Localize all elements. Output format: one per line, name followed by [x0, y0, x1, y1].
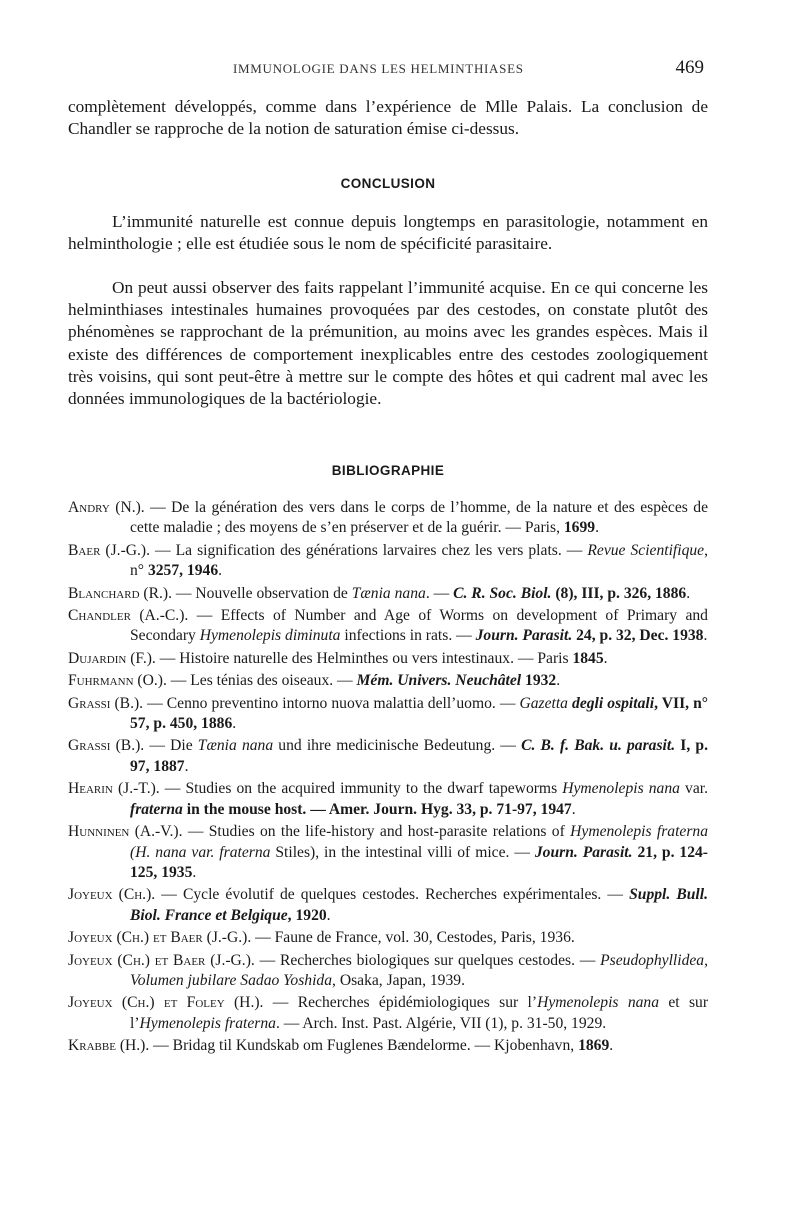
reference-text: — Die — [144, 737, 198, 755]
reference-item — [68, 993, 708, 1034]
reference-italic: Tænia nana — [197, 737, 274, 755]
reference-text: , Osaka, Japan, 1939. — [332, 971, 465, 989]
reference-text: var. — [679, 780, 708, 798]
reference-text: . — [556, 672, 561, 690]
reference-item — [68, 694, 708, 735]
reference-citation: 1932 — [521, 672, 557, 690]
reference-author: Fuhrmann (O.). — [68, 672, 167, 690]
reference-author: Grassi (B.). — [68, 694, 144, 712]
reference-journal: C. R. Soc. Biol. — [453, 584, 552, 602]
reference-text: . — [571, 800, 576, 818]
reference-text: . — [192, 863, 197, 881]
reference-citation: (8), III, p. 326, 1886 — [551, 584, 687, 602]
reference-journal: degli ospitali — [572, 694, 655, 712]
reference-text: und ihre medicinische Bedeutung. — — [273, 737, 522, 755]
reference-item — [68, 584, 708, 604]
reference-author: Andry (N.). — [68, 499, 145, 516]
reference-author: Joyeux (Ch.). — [68, 886, 156, 904]
reference-text: — Recherches épidémiologiques sur l’ — [263, 994, 538, 1012]
reference-text: — Effects of Number and Age of Worms on development of Primary and Secondary — [130, 607, 708, 645]
reference-text: — De la génération des vers dans le corps de l’homme, de la nature et des espèces de cette maladie ; des moyens de s’en préserver et de la guérir. — Paris, — [130, 499, 708, 537]
reference-italic: Tænia nana — [351, 584, 426, 602]
reference-text: . — [603, 649, 608, 667]
running-title: IMMUNOLOGIE DANS LES HELMINTHIASES — [233, 61, 524, 76]
page-number: 469 — [675, 57, 704, 78]
reference-italic: Hymenolepis fraterna (H. nana var. fraterna — [130, 823, 708, 861]
reference-author: Chandler (A.-C.). — [68, 607, 189, 625]
reference-text: — Histoire naturelle des Helminthes ou vers intestinaux. — Paris — [155, 649, 573, 667]
reference-item — [68, 951, 708, 992]
reference-journal: Journ. Parasit. — [534, 843, 633, 861]
reference-italic: Hymenolepis nana — [562, 780, 680, 798]
reference-text: . — [703, 627, 708, 645]
reference-citation: 1845 — [572, 649, 604, 667]
reference-text: — Cenno preventino intorno nuova malattia dell’uomo. — — [143, 694, 520, 712]
reference-text: — Faune de France, vol. 30, Cestodes, Paris, 1936. — [251, 929, 575, 947]
reference-item — [68, 736, 708, 777]
reference-italic: Pseudophyllidea, Volumen jubilare Sadao Yoshida — [130, 951, 708, 989]
reference-citation: 21, p. 124-125, 1935 — [130, 843, 709, 881]
reference-citation: . — Arch. Inst. Past. Algérie, VII (1), p. 31-50, 1929 — [275, 1014, 603, 1032]
reference-text: — Cycle évolutif de quelques cestodes. Recherches expérimentales. — — [155, 886, 630, 904]
reference-item — [68, 928, 708, 948]
reference-author: Hearin (J.-T.). — [68, 780, 160, 798]
reference-text: et sur l’ — [130, 994, 709, 1032]
reference-italic: Hymenolepis diminuta — [199, 627, 341, 645]
reference-journal: fraterna — [130, 800, 183, 818]
reference-text: — Studies on the acquired immunity to the dwarf tapeworms — [159, 780, 563, 798]
reference-text: . — [609, 1037, 614, 1055]
reference-italic: Hymenolepis fraterna — [139, 1014, 276, 1032]
reference-item — [68, 649, 708, 669]
intro-paragraph: complètement développés, comme dans l’expérience de Mlle Palais. La conclusion de Chandler se rapproche de la notion de saturation émise ci-dessus. — [68, 97, 708, 139]
reference-text: — Les ténias des oiseaux. — — [166, 672, 357, 690]
reference-text: , n° — [130, 541, 708, 580]
reference-text: Stiles), in the intestinal villi of mice. — — [270, 843, 535, 861]
reference-item — [68, 822, 708, 883]
reference-journal: Journ. Parasit. — [475, 627, 573, 645]
reference-author: Krabbe (H.). — [68, 1037, 150, 1055]
reference-journal: Mém. Univers. Neuchâtel — [356, 672, 522, 690]
reference-author: Dujardin (F.). — [68, 649, 156, 667]
bibliography-heading: BIBLIOGRAPHIE — [331, 463, 445, 478]
conclusion-paragraph-2: On peut aussi observer des faits rappelant l’immunité acquise. En ce qui concerne les helminthiases intestinales humaines provoquées par des cestodes, on constate plutôt des phénomènes se rapprochant de la prémunition, au moins avec les grandes espèces. Mais il existe des différences de comportement inexplicables entre des cestodes zoologiquement très voisins, qui sont peut-être à mettre sur le compte des hôtes et qui cadrent mal avec les données immunologiques de la bactériologie. — [68, 278, 708, 409]
reference-item — [68, 1036, 708, 1056]
conclusion-heading: CONCLUSION — [340, 176, 436, 191]
reference-citation: 24, p. 32, Dec. 1938 — [572, 627, 704, 645]
reference-text: . — [184, 757, 189, 775]
reference-author: Joyeux (Ch.) et Baer (J.-G.). — [68, 929, 252, 947]
reference-text: — Nouvelle observation de — [172, 584, 352, 602]
reference-text: — Bridag til Kundskab om Fuglenes Bændelorme. — Kjobenhavn, — [149, 1037, 579, 1055]
reference-author: Joyeux (Ch.) et Baer (J.-G.). — [68, 951, 255, 969]
reference-citation: , 1920 — [287, 906, 327, 924]
reference-item — [68, 779, 708, 820]
reference-citation: 3257, 1946 — [147, 562, 219, 580]
reference-citation: in the mouse host. — Amer. Journ. Hyg. 33, p. 71-97, 1947 — [182, 800, 572, 818]
reference-italic: Revue Scientifique — [587, 541, 705, 559]
reference-text: . — [232, 715, 237, 733]
reference-text: . — — [425, 584, 454, 602]
reference-italic: Gazetta — [519, 694, 568, 712]
reference-text: . — [595, 519, 599, 537]
reference-text: . — [686, 584, 691, 602]
reference-item — [68, 885, 708, 926]
reference-italic: Hymenolepis nana — [537, 994, 660, 1012]
reference-citation: , VII, n° 57, p. 450, 1886 — [130, 694, 708, 733]
reference-text: . — [602, 1014, 607, 1032]
reference-author: Blanchard (R.). — [68, 584, 172, 602]
reference-journal: Suppl. Bull. Biol. France et Belgique — [130, 886, 708, 924]
reference-text: . — [326, 906, 331, 924]
reference-author: Baer (J.-G.). — [68, 541, 151, 559]
reference-text: — Studies on the life-history and host-parasite relations of — [182, 823, 571, 841]
reference-item — [68, 606, 708, 647]
reference-author: Grassi (B.). — [68, 737, 145, 755]
reference-item — [68, 498, 708, 539]
reference-text: infections in rats. — — [340, 627, 476, 645]
reference-author: Hunninen (A.-V.). — [68, 823, 183, 841]
reference-text: — La signification des générations larvaires chez les vers plats. — — [150, 541, 588, 559]
reference-text: — Recherches biologiques sur quelques cestodes. — — [254, 951, 601, 969]
reference-item — [68, 541, 708, 582]
reference-citation: 1699 — [563, 519, 596, 537]
conclusion-paragraph-1: L’immunité naturelle est connue depuis longtemps en parasitologie, notamment en helminthologie ; elle est étudiée sous le nom de spécificité parasitaire. — [68, 212, 708, 254]
reference-text: . — [218, 562, 223, 580]
reference-item — [68, 671, 708, 691]
running-header — [68, 56, 708, 80]
reference-citation: I, p. 97, 1887 — [130, 737, 708, 775]
reference-citation: 1869 — [578, 1037, 610, 1055]
reference-journal: C. B. f. Bak. u. parasit. — [521, 737, 676, 755]
reference-author: Joyeux (Ch.) et Foley (H.). — [68, 994, 264, 1012]
bibliography-list — [68, 498, 708, 1059]
